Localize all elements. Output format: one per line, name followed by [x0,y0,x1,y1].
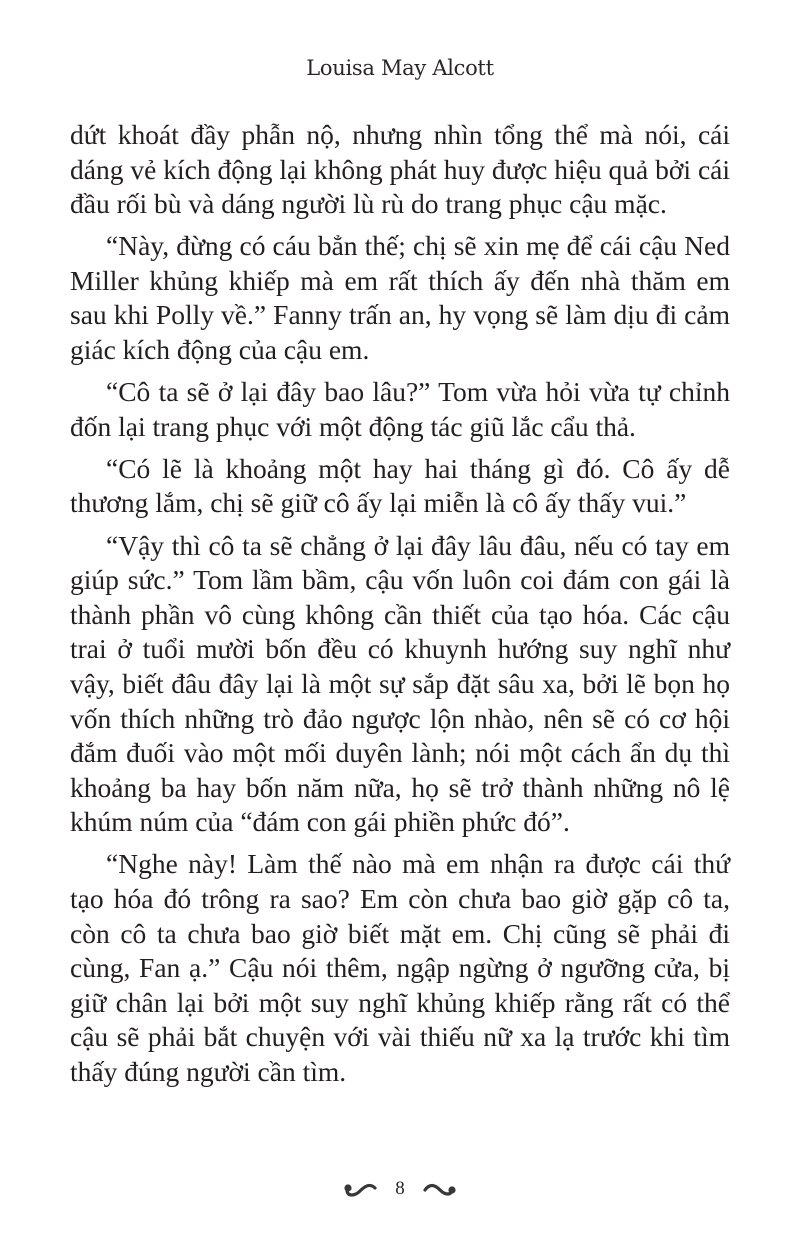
swash-ornament-right-icon [423,1179,457,1199]
paragraph: “Vậy thì cô ta sẽ chẳng ở lại đây lâu đâu, nếu có tay em giúp sức.” Tom lầm bầm, cậu vốn luôn coi đám con gái là thành phần vô cùng không cần thiết của tạo hóa. Các cậu trai ở tuổi mười bốn đều có khuynh hướng suy nghĩ như vậy, biết đâu đây lại là một sự sắp đặt sâu xa, bởi lẽ bọn họ vốn thích những trò đảo ngược lộn nhào, nên sẽ có cơ hội đắm đuối vào một mối duyên lành; nói một cách ẩn dụ thì khoảng ba hay bốn năm nữa, họ sẽ trở thành những nô lệ khúm núm của “đám con gái phiền phức đó”. [70,529,730,838]
page-footer [0,1178,800,1200]
swash-ornament-left-icon [343,1179,377,1199]
paragraph: “Cô ta sẽ ở lại đây bao lâu?” Tom vừa hỏi vừa tự chỉnh đốn lại trang phục với một động tác giũ lắc cẩu thả. [70,376,730,442]
paragraph: “Nghe này! Làm thế nào mà em nhận ra được cái thứ tạo hóa đó trông ra sao? Em còn chưa bao giờ gặp cô ta, còn cô ta chưa bao giờ biết mặt em. Chị cũng sẽ phải đi cùng, Fan ạ.” Cậu nói thêm, ngập ngừng ở ngưỡng cửa, bị giữ chân lại bởi một suy nghĩ khủng khiếp rằng rất có thể cậu sẽ phải bắt chuyện với vài thiếu nữ xa lạ trước khi tìm thấy đúng người cần tìm. [70,848,730,1087]
body-text [70,118,730,1097]
page-number: 8 [395,1178,405,1199]
paragraph: “Có lẽ là khoảng một hay hai tháng gì đó. Cô ấy dễ thương lắm, chị sẽ giữ cô ấy lại miễn là cô ấy thấy vui.” [70,452,730,519]
paragraph: “Này, đừng có cáu bẳn thế; chị sẽ xin mẹ để cái cậu Ned Miller khủng khiếp mà em rất thích ấy đến nhà thăm em sau khi Polly về.” Fanny trấn an, hy vọng sẽ làm dịu đi cảm giác kích động của cậu em. [70,230,730,366]
running-header-author: Louisa May Alcott [306,56,494,80]
paragraph: dứt khoát đầy phẫn nộ, nhưng nhìn tổng thể mà nói, cái dáng vẻ kích động lại không phát huy được hiệu quả bởi cái đầu rối bù và dáng người lù rù do trang phục cậu mặc. [70,119,730,220]
